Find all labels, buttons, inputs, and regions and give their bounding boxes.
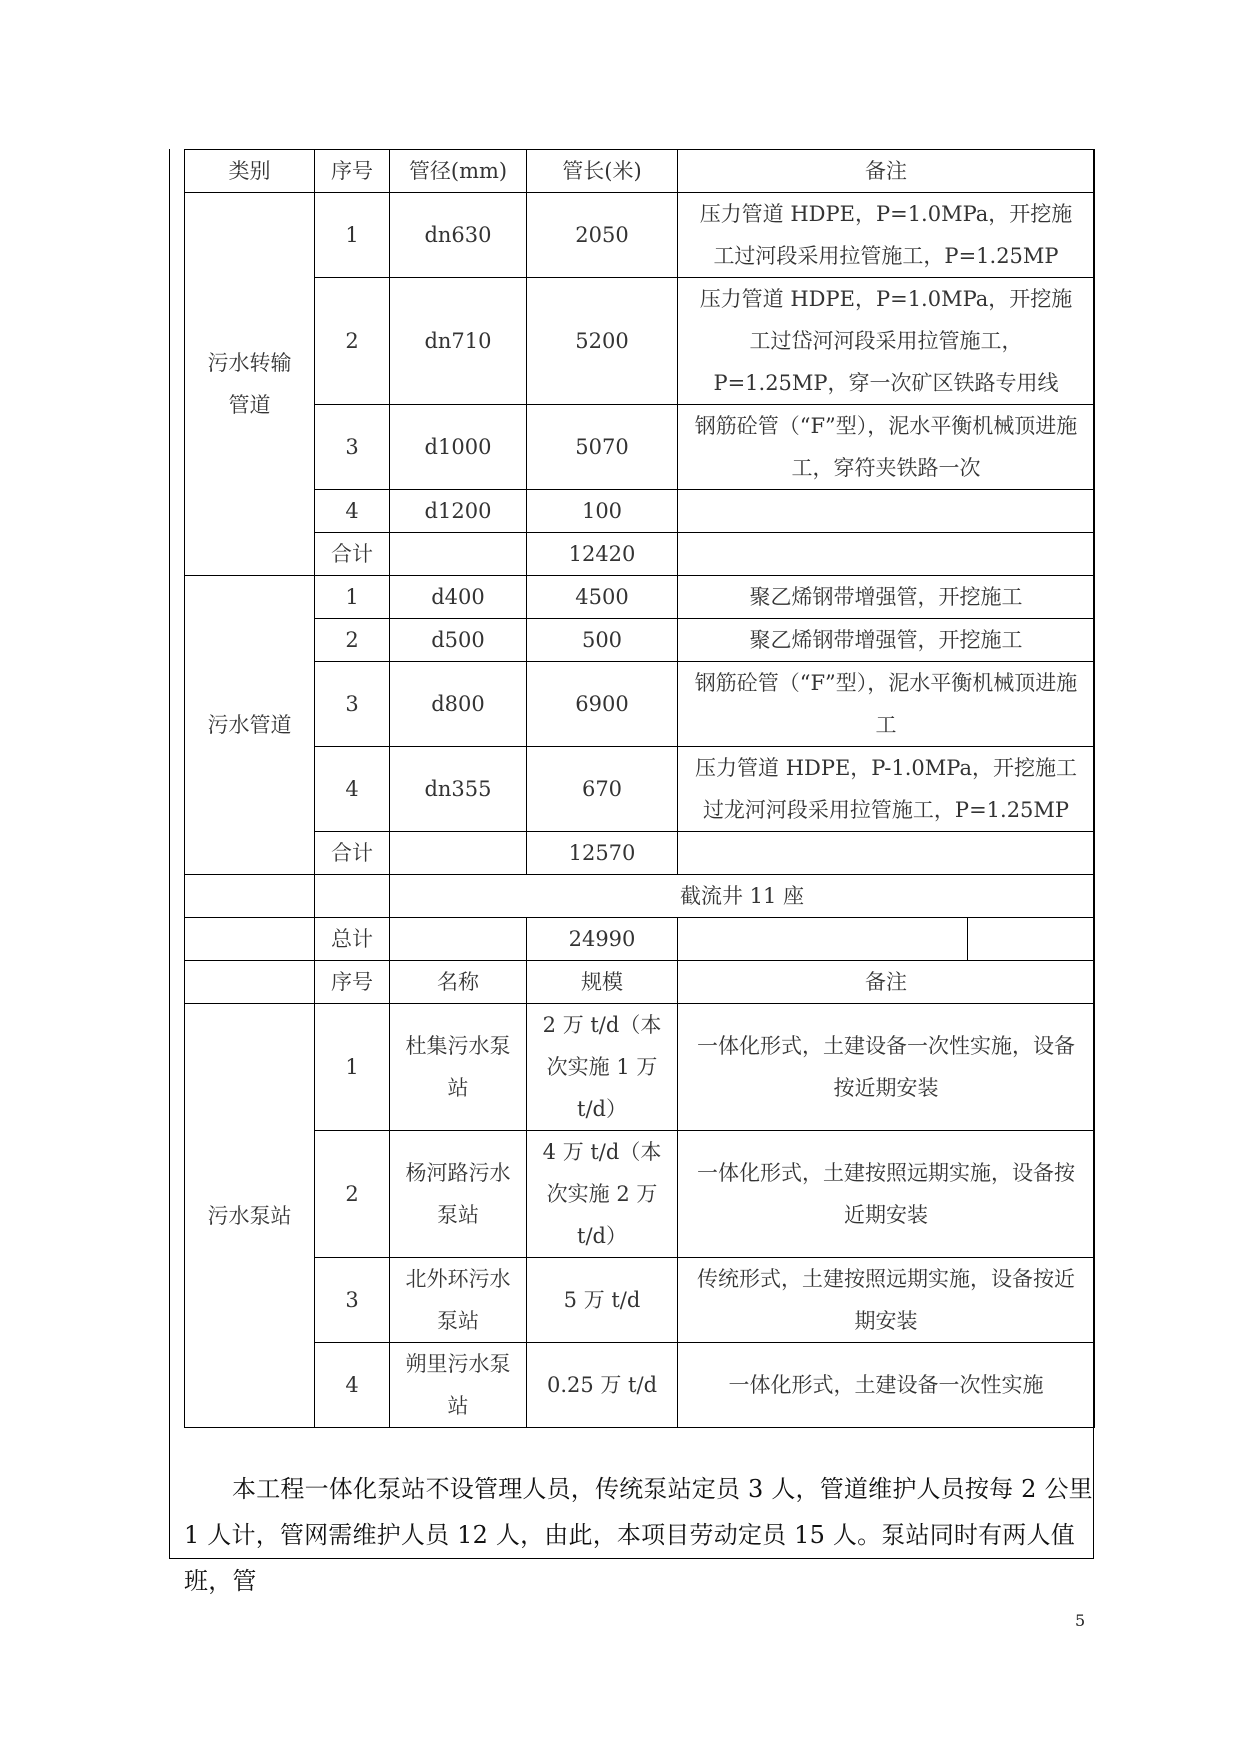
cell-diameter: dn630 <box>390 193 527 278</box>
cell-length: 5070 <box>527 405 678 490</box>
cell-remark: 压力管道 HDPE，P-1.0MPa，开挖施工过龙河河段采用拉管施工，P=1.25MP <box>678 747 1095 832</box>
cell-remark: 钢筋砼管（“F”型），泥水平衡机械顶进施工，穿符夹铁路一次 <box>678 405 1095 490</box>
table-row <box>185 576 1095 619</box>
cell-seq: 4 <box>315 490 390 533</box>
subtotal-value: 12420 <box>527 533 678 576</box>
cell-remark: 压力管道 HDPE，P=1.0MPa，开挖施工过河段采用拉管施工，P=1.25MP <box>678 193 1095 278</box>
cell-name: 北外环污水泵站 <box>390 1258 527 1343</box>
empty-cell <box>678 533 1095 576</box>
empty-cell <box>678 918 1095 961</box>
cell-seq: 1 <box>315 576 390 619</box>
table-row <box>185 405 1095 490</box>
cell-remark: 一体化形式，土建按照远期实施，设备按近期安装 <box>678 1131 1095 1258</box>
cell-remark: 一体化形式，土建设备一次性实施 <box>678 1343 1095 1428</box>
table-row <box>185 1343 1095 1428</box>
subtotal-value: 12570 <box>527 832 678 875</box>
cell-diameter: d1000 <box>390 405 527 490</box>
cell-diameter: dn355 <box>390 747 527 832</box>
cell-scale: 5 万 t/d <box>527 1258 678 1343</box>
cell-seq: 4 <box>315 747 390 832</box>
cell-remark: 一体化形式，土建设备一次性实施，设备按近期安装 <box>678 1004 1095 1131</box>
cell-diameter: d500 <box>390 619 527 662</box>
cell-length: 6900 <box>527 662 678 747</box>
page-number: 5 <box>1075 1611 1086 1630</box>
subtotal-row <box>185 533 1095 576</box>
empty-cell <box>185 875 315 918</box>
table-row <box>185 278 1095 405</box>
header-length: 管长(米) <box>527 150 678 193</box>
empty-cell <box>390 832 527 875</box>
cell-diameter: d800 <box>390 662 527 747</box>
subtotal-label: 合计 <box>315 832 390 875</box>
pipeline-table <box>184 149 1095 1428</box>
cell-scale: 2 万 t/d（本次实施 1 万 t/d） <box>527 1004 678 1131</box>
empty-cell <box>678 832 1095 875</box>
empty-cell <box>390 533 527 576</box>
cell-length: 4500 <box>527 576 678 619</box>
subtotal-label: 合计 <box>315 533 390 576</box>
cell-remark: 压力管道 HDPE，P=1.0MPa，开挖施工过岱河河段采用拉管施工，P=1.25MP，穿一次矿区铁路专用线 <box>678 278 1095 405</box>
table-row <box>185 1004 1095 1131</box>
header-remark: 备注 <box>678 961 1095 1004</box>
cell-length: 100 <box>527 490 678 533</box>
subtotal-row <box>185 832 1095 875</box>
header-seq: 序号 <box>315 150 390 193</box>
empty-cell <box>185 918 315 961</box>
cell-diameter: d400 <box>390 576 527 619</box>
table-row <box>185 1258 1095 1343</box>
table-row <box>185 747 1095 832</box>
cell-seq: 2 <box>315 278 390 405</box>
table-row <box>185 490 1095 533</box>
table-row <box>185 662 1095 747</box>
empty-cell <box>315 875 390 918</box>
header-diameter: 管径(mm) <box>390 150 527 193</box>
cell-scale: 0.25 万 t/d <box>527 1343 678 1428</box>
cell-seq: 4 <box>315 1343 390 1428</box>
cell-length: 5200 <box>527 278 678 405</box>
pump-header-row <box>185 961 1095 1004</box>
header-scale: 规模 <box>527 961 678 1004</box>
cell-name: 朔里污水泵站 <box>390 1343 527 1428</box>
total-value: 24990 <box>527 918 678 961</box>
cell-seq: 2 <box>315 1131 390 1258</box>
header-remark: 备注 <box>678 150 1095 193</box>
category-pump: 污水泵站 <box>185 1004 315 1428</box>
cell-scale: 4 万 t/d（本次实施 2 万 t/d） <box>527 1131 678 1258</box>
cell-seq: 1 <box>315 193 390 278</box>
cell-remark: 聚乙烯钢带增强管，开挖施工 <box>678 619 1095 662</box>
cell-remark: 钢筋砼管（“F”型），泥水平衡机械顶进施工 <box>678 662 1095 747</box>
cell-seq: 3 <box>315 405 390 490</box>
table-header-row <box>185 150 1095 193</box>
total-row <box>185 918 1095 961</box>
table-row <box>185 193 1095 278</box>
table-row <box>185 619 1095 662</box>
empty-cell <box>390 918 527 961</box>
cell-name: 杨河路污水泵站 <box>390 1131 527 1258</box>
category-transfer: 污水转输管道 <box>185 193 315 576</box>
cell-remark: 聚乙烯钢带增强管，开挖施工 <box>678 576 1095 619</box>
cell-seq: 3 <box>315 662 390 747</box>
total-label: 总计 <box>315 918 390 961</box>
cell-length: 2050 <box>527 193 678 278</box>
cell-diameter: dn710 <box>390 278 527 405</box>
cell-diameter: d1200 <box>390 490 527 533</box>
cell-length: 670 <box>527 747 678 832</box>
cell-remark: 传统形式，土建按照远期实施，设备按近期安装 <box>678 1258 1095 1343</box>
header-name: 名称 <box>390 961 527 1004</box>
staffing-paragraph: 本工程一体化泵站不设管理人员，传统泵站定员 3 人，管道维护人员按每 2 公里 1 人计，管网需维护人员 12 人，由此，本项目劳动定员 15 人。泵站同时有两人值班，管 <box>184 1475 1093 1595</box>
category-sewer: 污水管道 <box>185 576 315 875</box>
cell-seq: 3 <box>315 1258 390 1343</box>
cell-seq: 1 <box>315 1004 390 1131</box>
table-row <box>185 1131 1095 1258</box>
cell-seq: 2 <box>315 619 390 662</box>
cell-length: 500 <box>527 619 678 662</box>
cell-remark <box>678 490 1095 533</box>
header-category: 类别 <box>185 150 315 193</box>
empty-cell <box>185 961 315 1004</box>
cell-name: 杜集污水泵站 <box>390 1004 527 1131</box>
header-seq: 序号 <box>315 961 390 1004</box>
interception-row <box>185 875 1095 918</box>
interception-well-count: 截流井 11 座 <box>390 875 1095 918</box>
